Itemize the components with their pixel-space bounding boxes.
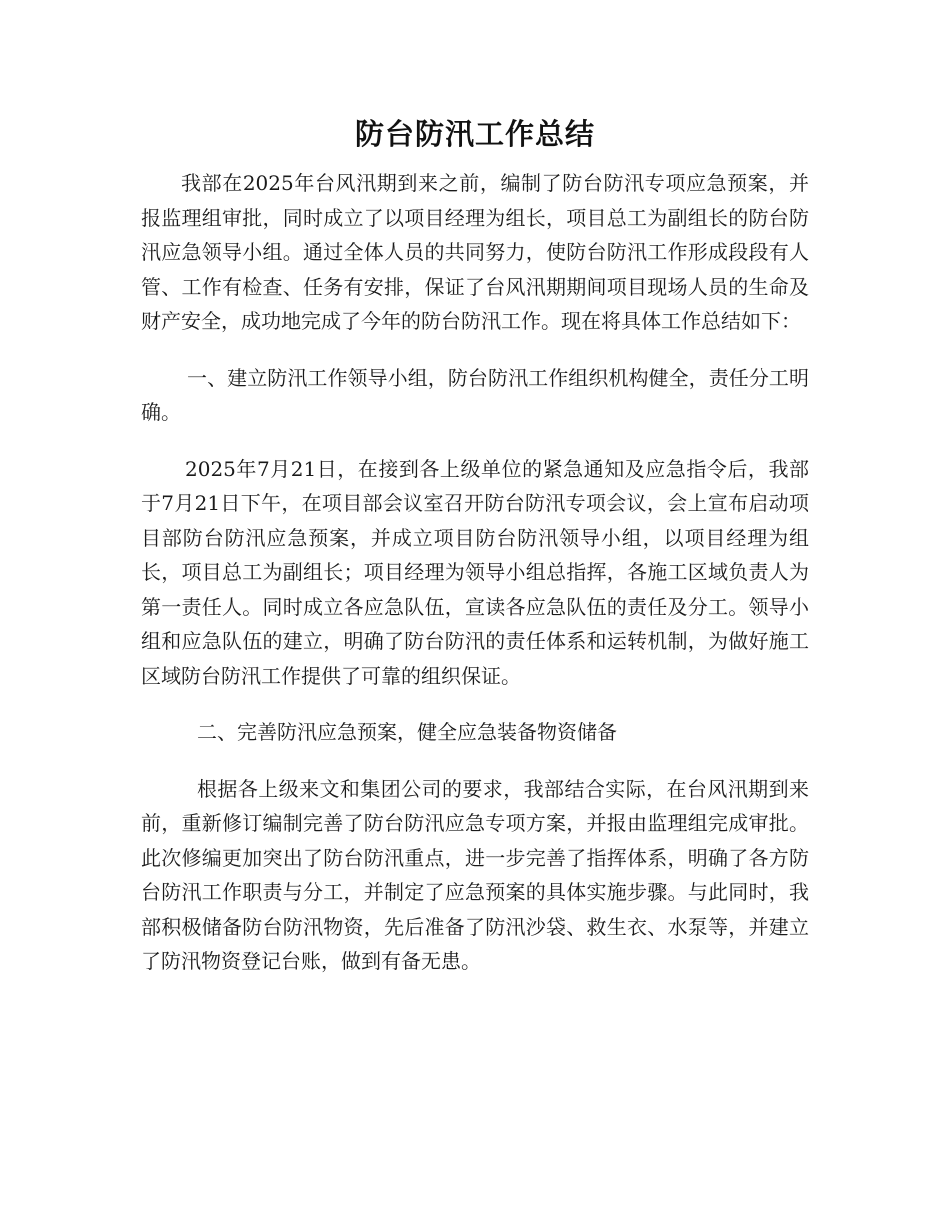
section-1-paragraph: 2025年7月21日，在接到各上级单位的紧急通知及应急指令后，我部于7月21日下午，在项目部会议室召开防台防汛专项会议，会上宣布启动项目部防台防汛应急预案，并成立项目防台防汛领导小组，以项目经理为组长，项目总工为副组长；项目经理为领导小组总指挥，各施工区域负责人为第一责任人。同时成立各应急队伍，宣读各应急队伍的责任及分工。领导小组和应急队伍的建立，明确了防台防汛的责任体系和运转机制，为做好施工区域防台防汛工作提供了可靠的组织保证。 [141,456,809,688]
section-2-paragraph: 根据各上级来文和集团公司的要求，我部结合实际，在台风汛期到来前，重新修订编制完善了防台防汛应急专项方案，并报由监理组完成审批。此次修编更加突出了防台防汛重点，进一步完善了指挥体系，明确了各方防台防汛工作职责与分工，并制定了应急预案的具体实施步骤。与此同时，我部积极储备防台防汛物资，先后准备了防汛沙袋、救生衣、水泵等，并建立了防汛物资登记台账，做到有备无患。 [141,776,809,973]
intro-paragraph: 我部在2025年台风汛期到来之前，编制了防台防汛专项应急预案，并报监理组审批，同时成立了以项目经理为组长，项目总工为副组长的防台防汛应急领导小组。通过全体人员的共同努力，使防台防汛工作形成段段有人管、工作有检查、任务有安排，保证了台风汛期期间项目现场人员的生命及财产安全，成功地完成了今年的防台防汛工作。现在将具体工作总结如下： [141,171,809,333]
section-heading-1: 一、建立防汛工作领导小组，防台防汛工作组织机构健全，责任分工明确。 [141,365,809,424]
document-title: 防台防汛工作总结 [354,117,595,151]
document-body [141,166,809,1001]
section-heading-2: 二、完善防汛应急预案，健全应急装备物资储备 [197,720,617,744]
